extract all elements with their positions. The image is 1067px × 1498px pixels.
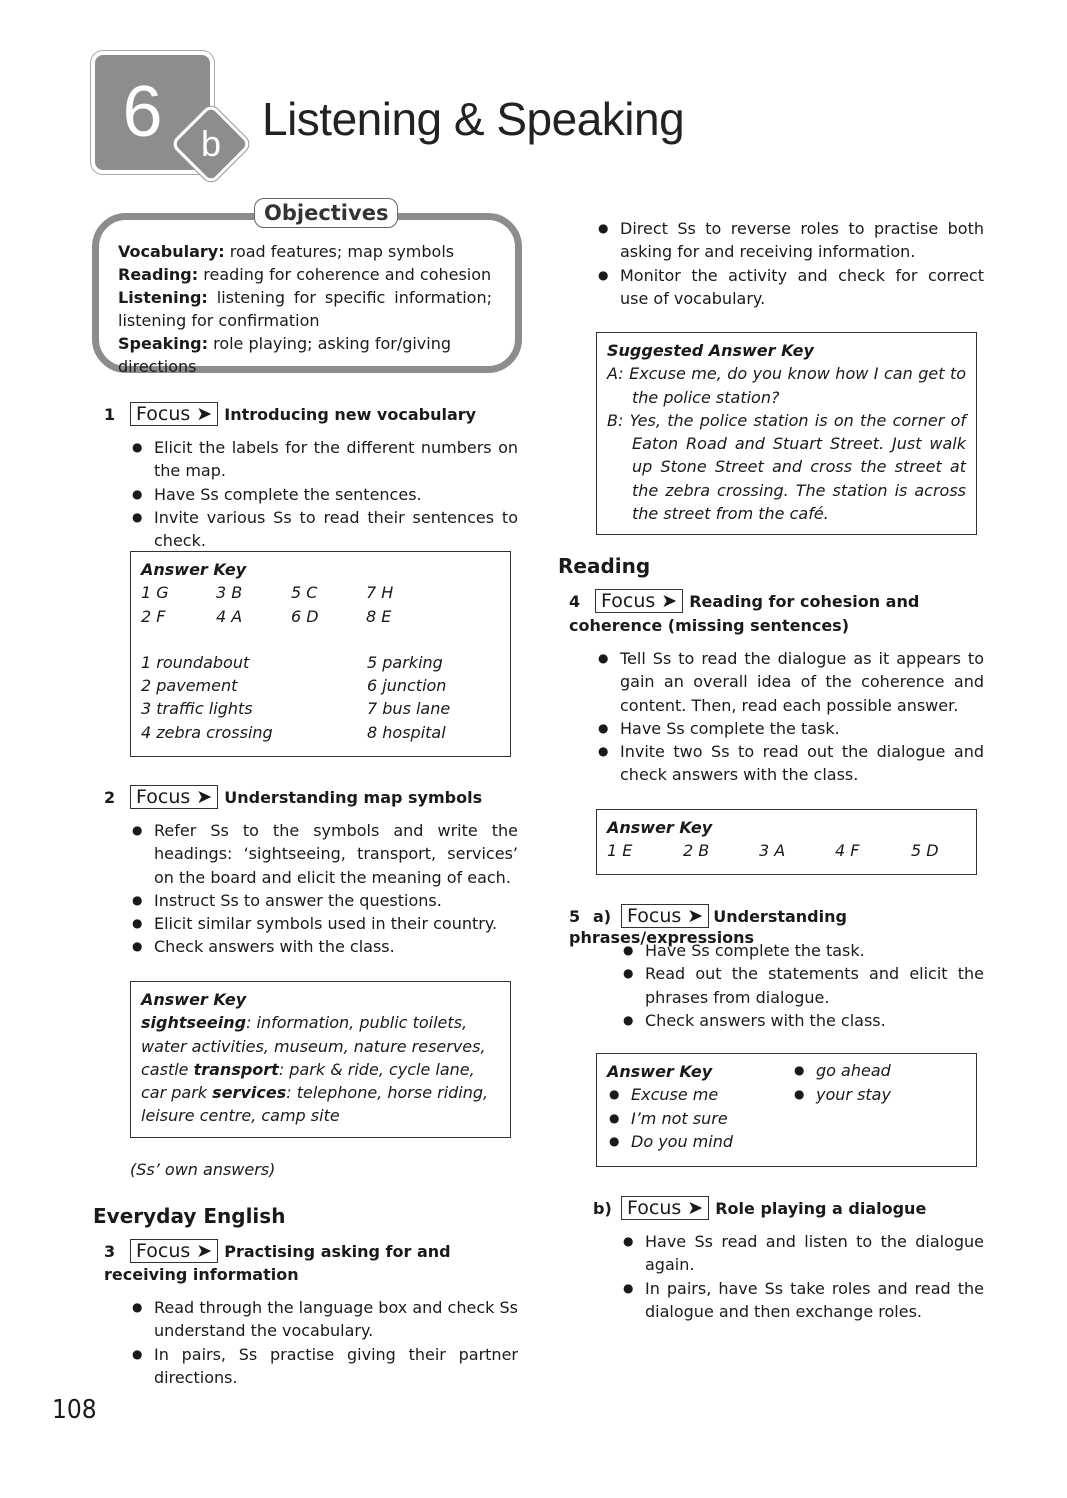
focus-tag: Focus ➤ xyxy=(130,1239,218,1263)
list-item: ● Refer Ss to the symbols and write the headings: ‘sightseeing, transport, services’ on the board and elicit the meaning of each. xyxy=(130,819,518,889)
answer-key-title: Answer Key xyxy=(141,990,247,1009)
section-3-more-bullets xyxy=(596,217,984,310)
list-item: ● Monitor the activity and check for correct use of vocabulary. xyxy=(596,264,984,311)
list-item: ● your stay xyxy=(792,1083,952,1106)
answer-list-left xyxy=(607,1083,792,1153)
subsection-label: b) xyxy=(593,1199,612,1218)
answer-key-2 xyxy=(130,981,511,1138)
section-title: Understanding map symbols xyxy=(224,788,483,807)
reading-heading: Reading xyxy=(558,554,651,578)
list-item: ● Instruct Ss to answer the questions. xyxy=(130,889,518,912)
list-item: ● Direct Ss to reverse roles to practise both asking for and receiving information. xyxy=(596,217,984,264)
own-answers-note: (Ss’ own answers) xyxy=(130,1160,276,1179)
answer-item: 2 pavement xyxy=(141,676,238,696)
answer-item: 4 zebra crossing xyxy=(141,722,273,742)
list-item: ● Elicit similar symbols used in their country. xyxy=(130,912,518,935)
section-2-bullets xyxy=(130,819,518,959)
answer-item: 3 traffic lights xyxy=(141,699,253,719)
section-5a-bullets xyxy=(621,939,984,1032)
subsection-label: a) xyxy=(593,907,612,926)
list-item: ● Do you mind xyxy=(607,1130,792,1153)
list-item: ● Excuse me xyxy=(607,1083,792,1106)
answer-list-right xyxy=(792,1059,952,1153)
answer-item: 4 A xyxy=(216,606,243,626)
focus-tag: Focus ➤ xyxy=(595,589,683,613)
list-item: ● Read through the language box and check Ss understand the vocabulary. xyxy=(130,1296,518,1343)
list-item: ● In pairs, Ss practise giving their partner directions. xyxy=(130,1343,518,1390)
answer-row xyxy=(141,581,500,604)
focus-tag: Focus ➤ xyxy=(130,785,218,809)
answer-item: 7 H xyxy=(366,583,394,603)
answer-item: 6 junction xyxy=(367,676,447,696)
section-title: Introducing new vocabulary xyxy=(224,405,477,424)
dialogue-line-b: B: Yes, the police station is on the corner of Eaton Road and Stuart Street. Just walk up Stone Street and cross the street at the zebra crossing. The station is across the street from the café. xyxy=(607,410,966,524)
section-1-header xyxy=(104,402,524,426)
list-item: ● Check answers with the class. xyxy=(130,935,518,958)
list-item: ● Elicit the labels for the different numbers on the map. xyxy=(130,436,518,483)
objective-speaking: Speaking: role playing; asking for/giving directions xyxy=(118,334,452,376)
answer-item: 4 F xyxy=(835,841,860,861)
answer-item: 8 E xyxy=(366,606,392,626)
list-item: ● Have Ss read and listen to the dialogue again. xyxy=(621,1230,984,1277)
section-1-bullets xyxy=(130,436,518,552)
list-item: ● Tell Ss to read the dialogue as it appears to gain an overall idea of the coherence and content. Then, read each possible answer. xyxy=(596,647,984,717)
objective-listening: Listening: listening for specific information; listening for confirmation xyxy=(118,288,492,330)
answer-row xyxy=(141,605,500,628)
answer-paragraph: sightseeing: information, public toilets, water activities, museum, nature reserves, castle transport: park & ride, cycle lane, car park services: telephone, horse riding, leisure centre, camp site xyxy=(141,1013,489,1126)
answer-item: 3 A xyxy=(759,841,786,861)
objectives-label: Objectives xyxy=(254,198,398,228)
list-item: ● go ahead xyxy=(792,1059,952,1082)
page-number: 108 xyxy=(52,1395,97,1425)
answer-key-title: Suggested Answer Key xyxy=(607,341,814,360)
list-item: ● Check answers with the class. xyxy=(621,1009,984,1032)
answer-key-title: Answer Key xyxy=(141,560,247,579)
answer-item: 5 D xyxy=(911,841,939,861)
answer-item: 2 F xyxy=(141,606,166,626)
page-title: Listening & Speaking xyxy=(262,93,685,145)
list-item: ● Read out the statements and elicit the phrases from dialogue. xyxy=(621,962,984,1009)
section-number: 4 xyxy=(569,592,581,611)
list-item: ● I’m not sure xyxy=(607,1107,792,1130)
objective-reading: Reading: reading for coherence and cohesion xyxy=(118,265,492,284)
answer-item: 2 B xyxy=(683,841,710,861)
dialogue-line-a: A: Excuse me, do you know how I can get to the police station? xyxy=(607,364,966,407)
section-3-header xyxy=(104,1239,524,1286)
answer-key-title: Answer Key xyxy=(607,818,713,837)
section-title: Role playing a dialogue xyxy=(715,1199,927,1218)
answer-item: 5 C xyxy=(291,583,318,603)
section-number: 2 xyxy=(104,788,116,807)
everyday-english-heading: Everyday English xyxy=(93,1204,286,1228)
section-4-header xyxy=(569,589,984,638)
list-item: ● Have Ss complete the sentences. xyxy=(130,483,518,506)
vocab-answers xyxy=(141,651,500,744)
answer-key-1 xyxy=(130,551,511,757)
section-number: 1 xyxy=(104,405,116,424)
section-title: Understanding phrases/expressions xyxy=(569,907,847,947)
answer-key-title: Answer Key xyxy=(607,1062,713,1081)
answer-item: 1 roundabout xyxy=(141,652,250,672)
answer-item: 8 hospital xyxy=(367,722,446,742)
list-item: ● Invite various Ss to read their sentences to check. xyxy=(130,506,518,553)
section-title: Practising asking for and receiving information xyxy=(104,1242,451,1284)
answer-item: 1 G xyxy=(141,583,169,603)
lesson-letter: b xyxy=(200,123,222,164)
answer-row xyxy=(607,839,966,862)
section-number: 3 xyxy=(104,1242,116,1261)
focus-tag: Focus ➤ xyxy=(621,904,709,928)
list-item: ● Invite two Ss to read out the dialogue and check answers with the class. xyxy=(596,740,984,787)
answer-item: 6 D xyxy=(291,606,319,626)
answer-key-4 xyxy=(596,809,977,875)
list-item: ● In pairs, have Ss take roles and read the dialogue and then exchange roles. xyxy=(621,1277,984,1324)
objectives-list xyxy=(118,240,492,378)
answer-item: 5 parking xyxy=(367,652,443,672)
focus-tag: Focus ➤ xyxy=(130,402,218,426)
list-item: ● Have Ss complete the task. xyxy=(596,717,984,740)
section-number: 5 xyxy=(569,907,581,926)
section-title: Reading for cohesion and coherence (missing sentences) xyxy=(569,592,920,635)
section-4-bullets xyxy=(596,647,984,787)
focus-tag: Focus ➤ xyxy=(621,1196,709,1220)
unit-number: 6 xyxy=(122,72,163,152)
section-5b-header xyxy=(593,1196,993,1220)
answer-key-5 xyxy=(596,1053,977,1167)
answer-item: 7 bus lane xyxy=(367,699,451,719)
answer-item: 3 B xyxy=(216,583,243,603)
objective-vocabulary: Vocabulary: road features; map symbols xyxy=(118,242,455,261)
answer-item: 1 E xyxy=(607,841,633,861)
section-3-bullets xyxy=(130,1296,518,1389)
list-item: ● Have Ss complete the task. xyxy=(621,939,984,962)
section-2-header xyxy=(104,785,524,809)
suggested-answer-key xyxy=(596,332,977,535)
section-5b-bullets xyxy=(621,1230,984,1323)
